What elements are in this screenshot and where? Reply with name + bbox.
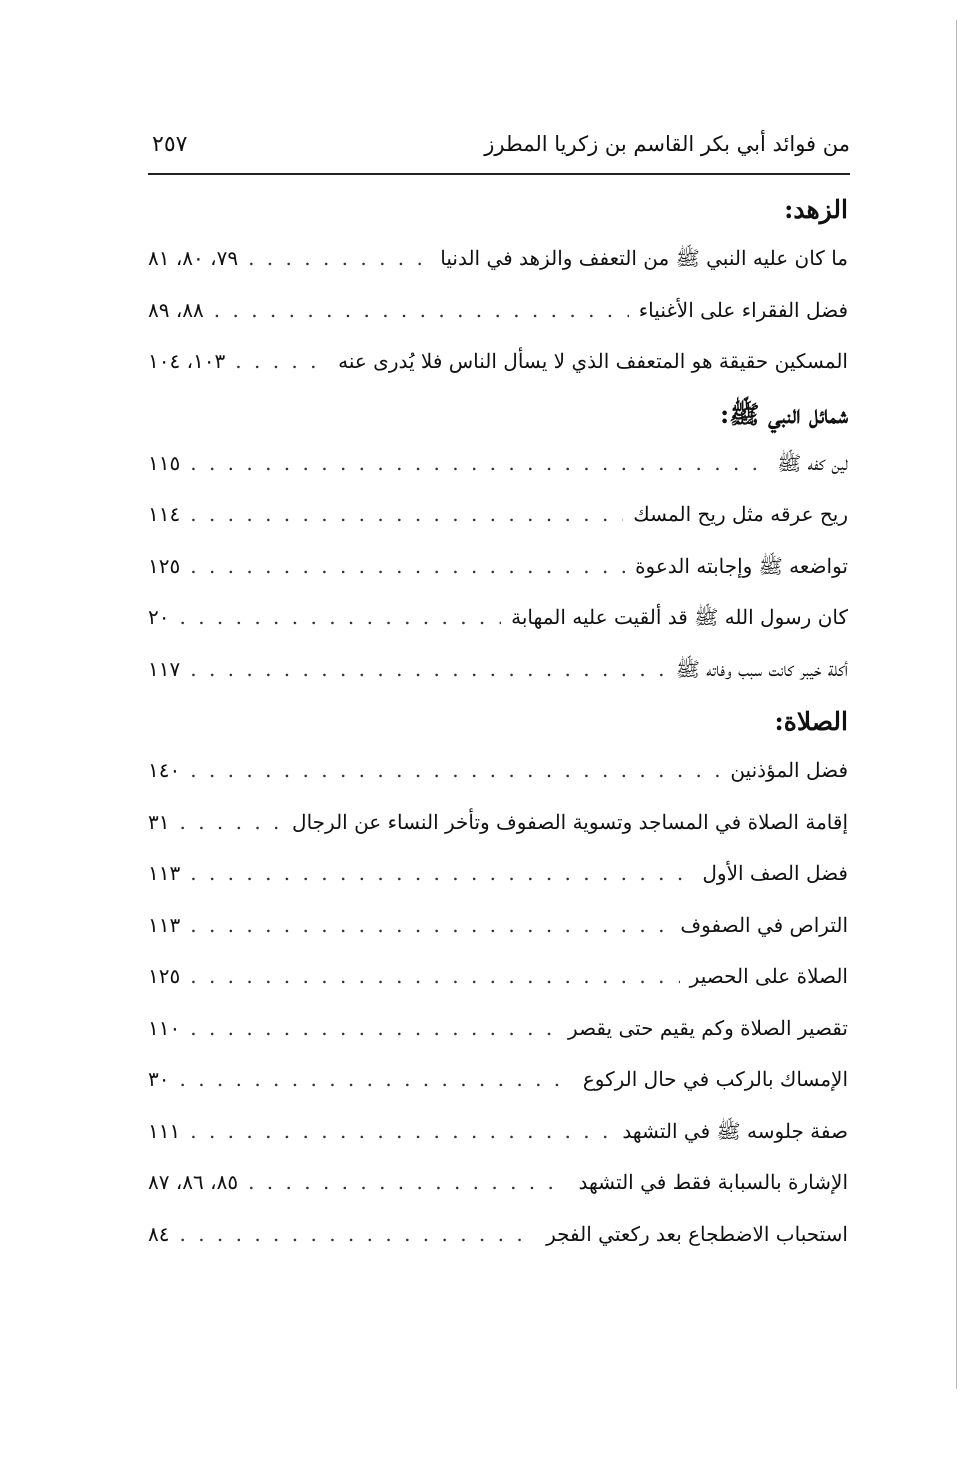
- entry-text: صفة جلوسه ﷺ في التشهد: [622, 1118, 848, 1143]
- entry-pages: ١١٧: [148, 656, 181, 681]
- entry-pages: ١٢٥: [148, 964, 181, 988]
- index-entry: [148, 797, 848, 849]
- index-entry: [148, 900, 848, 952]
- entry-pages: ١١٠: [148, 1015, 181, 1040]
- section-title: شمائل النبي ﷺ:: [720, 399, 848, 429]
- leader-dots: [248, 233, 430, 285]
- entry-pages: ١١٤: [148, 502, 181, 526]
- entry-pages: ٣١: [148, 809, 170, 834]
- scan-edge-line: [956, 20, 957, 1389]
- entry-text: أكلة خيبر كانت سبب وفاته ﷺ: [675, 656, 848, 681]
- entry-pages: ١٢٥: [148, 553, 181, 578]
- entry-pages: ٣٠: [148, 1067, 170, 1091]
- running-header: [148, 122, 850, 172]
- entry-pages: ٧٩، ٨٠، ٨١: [148, 246, 239, 270]
- leader-dots: [179, 1209, 536, 1261]
- entry-pages: ٢٠: [148, 605, 170, 629]
- index-entry: [148, 233, 848, 285]
- entry-pages: ٨٥، ٨٦، ٨٧: [148, 1170, 239, 1194]
- index-entry: [148, 1054, 848, 1106]
- entry-pages: ١٠٣، ١٠٤: [148, 349, 226, 373]
- entry-text: لين كفه ﷺ: [777, 450, 848, 475]
- leader-dots: [190, 1003, 558, 1055]
- leader-dots: [190, 951, 679, 1003]
- entry-text: ما كان عليه النبي ﷺ من التعفف والزهد في الدنيا: [440, 246, 848, 270]
- leader-dots: [179, 797, 282, 849]
- index-entry: [148, 951, 848, 1003]
- entry-text: فضل المؤذنين: [730, 758, 848, 782]
- entry-text: تواضعه ﷺ وإجابته الدعوة: [635, 553, 848, 578]
- index-entry: [148, 541, 848, 593]
- entry-text: فضل الصف الأول: [702, 861, 848, 885]
- leader-dots: [190, 745, 720, 797]
- leader-dots: [179, 592, 501, 644]
- leader-dots: [248, 1157, 568, 1209]
- index-entry: [148, 848, 848, 900]
- index-entry: [148, 285, 848, 337]
- leader-dots: [190, 489, 623, 541]
- index-section: [148, 187, 848, 388]
- entry-text: كان رسول الله ﷺ قد ألقيت عليه المهابة: [511, 605, 848, 629]
- entry-pages: ١١١: [148, 1118, 181, 1143]
- entry-pages: ١١٣: [148, 861, 181, 885]
- entry-text: التراص في الصفوف: [680, 912, 848, 937]
- entry-pages: ٨٨، ٨٩: [148, 297, 204, 322]
- index-entry: [148, 438, 848, 490]
- entry-text: الإمساك بالركب في حال الركوع: [582, 1067, 848, 1091]
- index-entry: [148, 1209, 848, 1261]
- index-entry: [148, 489, 848, 541]
- entry-text: الصلاة على الحصير: [689, 964, 848, 988]
- leader-dots: [235, 336, 328, 388]
- index-section: [148, 392, 848, 696]
- leader-dots: [190, 438, 767, 490]
- index-entry: [148, 644, 848, 696]
- index-entry: [148, 336, 848, 388]
- section-title: الصلاة:: [774, 707, 848, 736]
- index-entry: [148, 1003, 848, 1055]
- leader-dots: [190, 848, 692, 900]
- index-entry: [148, 1157, 848, 1209]
- entry-text: تقصير الصلاة وكم يقيم حتى يقصر: [568, 1015, 848, 1040]
- section-title: الزهد:: [784, 195, 848, 224]
- entry-text: استحباب الاضطجاع بعد ركعتي الفجر: [546, 1221, 848, 1246]
- header-rule: [148, 173, 850, 175]
- index-entry: [148, 592, 848, 644]
- entry-pages: ١١٣: [148, 912, 181, 937]
- index-content: [148, 183, 848, 1260]
- index-entry: [148, 745, 848, 797]
- leader-dots: [190, 541, 625, 593]
- entry-pages: ٨٤: [148, 1221, 170, 1246]
- header-title: من فوائد أبي بكر القاسم بن زكريا المطرز: [484, 132, 850, 156]
- leader-dots: [179, 1054, 572, 1106]
- entry-text: فضل الفقراء على الأغنياء: [638, 297, 848, 322]
- entry-pages: ١١٥: [148, 450, 181, 475]
- entry-text: المسكين حقيقة هو المتعفف الذي لا يسأل الناس فلا يُدرى عنه: [338, 349, 848, 373]
- leader-dots: [190, 1106, 612, 1158]
- page-number: ٢٥٧: [152, 132, 188, 157]
- entry-text: الإشارة بالسبابة فقط في التشهد: [578, 1170, 848, 1194]
- leader-dots: [190, 900, 670, 952]
- entry-text: إقامة الصلاة في المساجد وتسوية الصفوف وتأخر النساء عن الرجال: [292, 809, 848, 834]
- index-section: [148, 699, 848, 1260]
- index-entry: [148, 1106, 848, 1158]
- entry-text: ريح عرقه مثل ريح المسك: [633, 502, 848, 526]
- entry-pages: ١٤٠: [148, 758, 181, 782]
- leader-dots: [214, 285, 629, 337]
- leader-dots: [190, 644, 666, 696]
